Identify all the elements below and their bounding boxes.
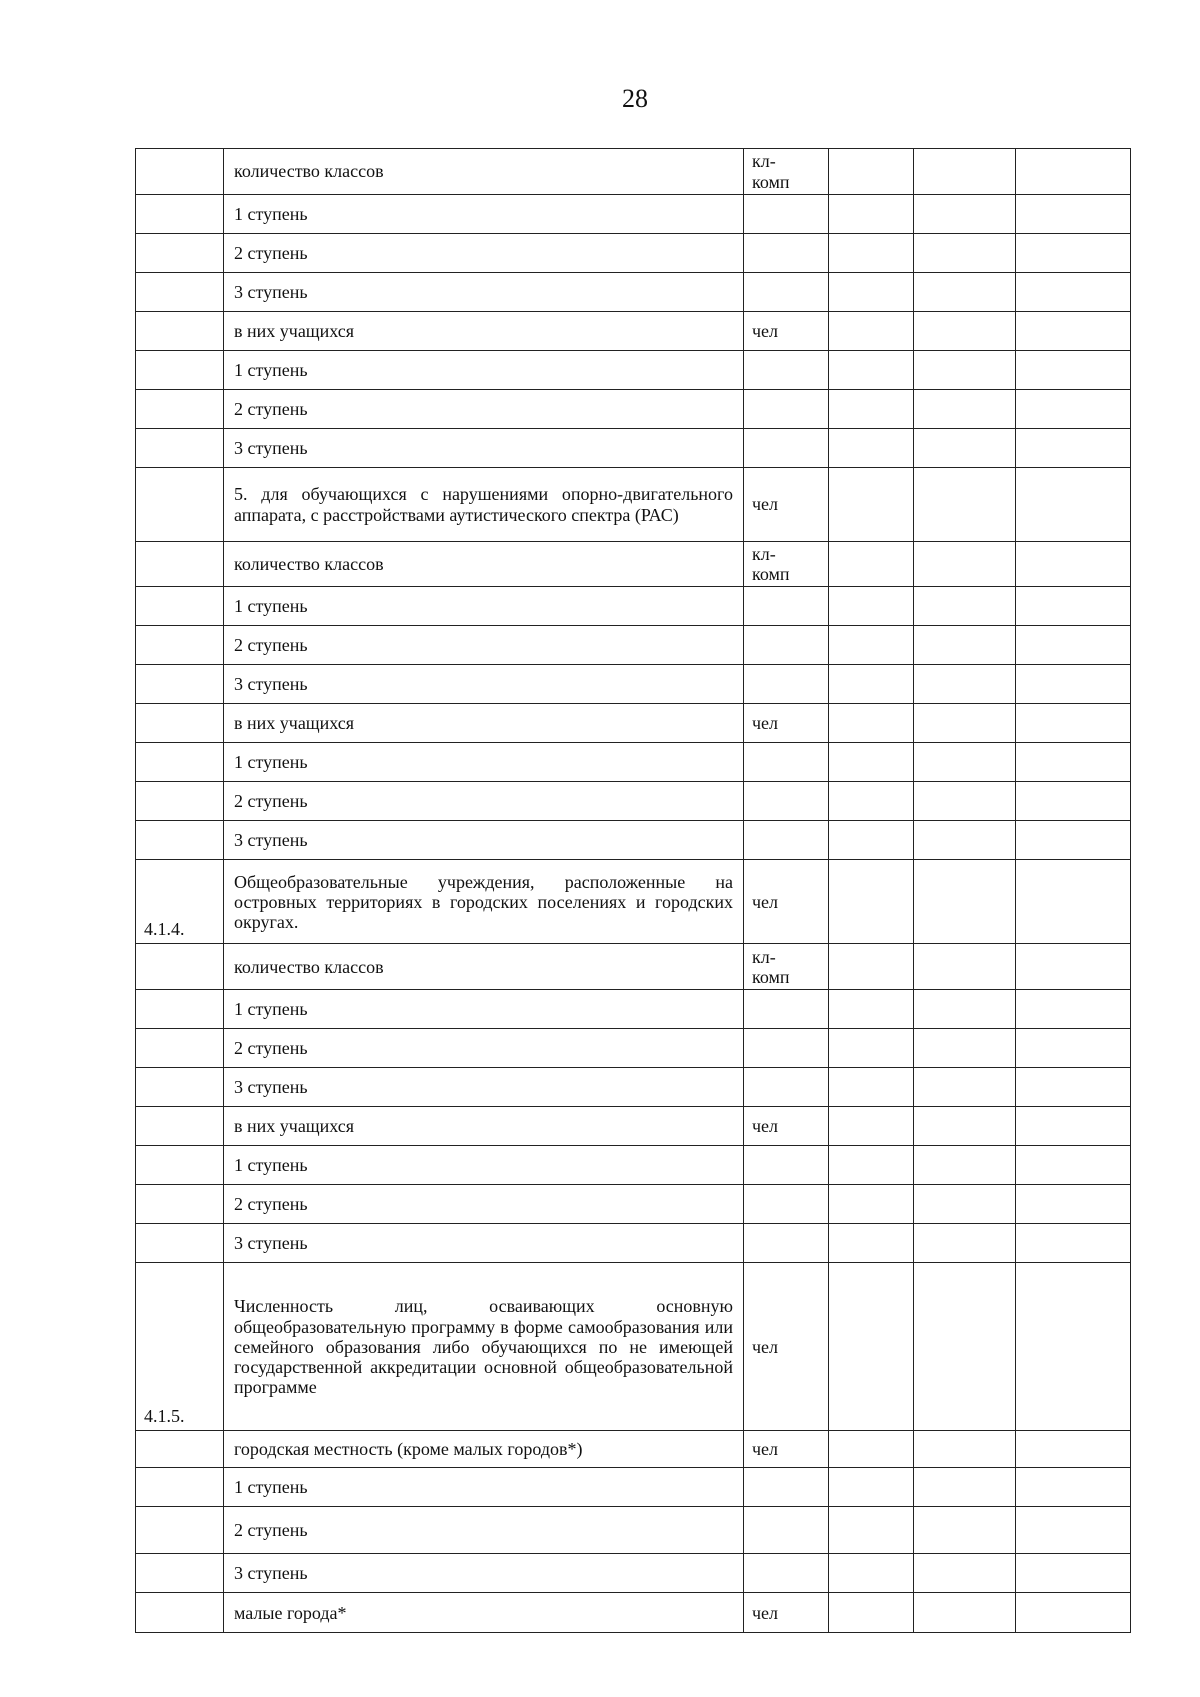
value-cell [1016,234,1131,273]
value-cell [914,1593,1016,1633]
value-cell [1016,1107,1131,1146]
value-cell [914,1507,1016,1554]
table-row [136,704,1131,743]
value-cell [914,1554,1016,1593]
unit-cell: кл- комп [744,542,829,587]
row-number-cell: 4.1.5. [136,1263,224,1431]
value-cell [914,1146,1016,1185]
unit-cell [744,1185,829,1224]
value-cell [1016,273,1131,312]
value-cell [1016,587,1131,626]
value-cell [1016,1263,1131,1431]
row-number-cell [136,1185,224,1224]
value-cell [914,429,1016,468]
indicator-name-cell: количество классов [224,944,744,990]
value-cell [914,860,1016,944]
value-cell [829,1029,914,1068]
value-cell [829,626,914,665]
value-cell [914,704,1016,743]
table-row [136,743,1131,782]
indicator-name-cell: 2 ступень [224,782,744,821]
indicator-name-cell: 2 ступень [224,234,744,273]
table-row [136,195,1131,234]
row-number-cell [136,468,224,542]
unit-cell: чел [744,704,829,743]
indicator-name-cell: в них учащихся [224,704,744,743]
table-row [136,1507,1131,1554]
unit-cell: чел [744,1263,829,1431]
value-cell [914,195,1016,234]
table-row [136,821,1131,860]
value-cell [1016,195,1131,234]
value-cell [829,704,914,743]
table-row [136,468,1131,542]
unit-cell [744,1146,829,1185]
value-cell [914,990,1016,1029]
unit-cell [744,1468,829,1507]
row-number-cell [136,273,224,312]
value-cell [1016,860,1131,944]
row-number-cell [136,1029,224,1068]
unit-cell: кл- комп [744,944,829,990]
unit-cell [744,587,829,626]
indicator-name-cell: 3 ступень [224,665,744,704]
value-cell [1016,1029,1131,1068]
value-cell [829,1146,914,1185]
row-number-cell [136,542,224,587]
value-cell [914,1068,1016,1107]
table-row [136,1224,1131,1263]
value-cell [1016,1068,1131,1107]
table-body [136,149,1131,1633]
value-cell [914,782,1016,821]
indicator-name-cell: 2 ступень [224,390,744,429]
row-number-cell [136,990,224,1029]
value-cell [1016,1554,1131,1593]
value-cell [914,587,1016,626]
table-row [136,1107,1131,1146]
row-number-cell [136,390,224,429]
indicator-name-cell: малые города* [224,1593,744,1633]
value-cell [829,944,914,990]
value-cell [829,234,914,273]
value-cell [914,1468,1016,1507]
row-number-cell [136,782,224,821]
unit-cell [744,821,829,860]
value-cell [914,1185,1016,1224]
unit-cell [744,665,829,704]
value-cell [1016,351,1131,390]
value-cell [914,665,1016,704]
table-row [136,429,1131,468]
unit-cell [744,743,829,782]
indicator-name-cell: 3 ступень [224,429,744,468]
unit-cell [744,782,829,821]
value-cell [1016,429,1131,468]
table-row [136,944,1131,990]
indicator-name-cell: Численность лиц, осваивающих основную общеобразовательную программу в форме самообразования или семейного образования либо обучающихся по не имеющей государственной аккредитации основной общеобразовательной программе [224,1263,744,1431]
row-number-cell [136,1107,224,1146]
unit-cell: чел [744,1107,829,1146]
value-cell [1016,149,1131,195]
row-number-cell [136,821,224,860]
table-row [136,273,1131,312]
row-number-cell [136,1507,224,1554]
value-cell [1016,1468,1131,1507]
value-cell [914,542,1016,587]
row-number-cell [136,587,224,626]
indicator-name-cell: количество классов [224,149,744,195]
table-row [136,1554,1131,1593]
unit-cell [744,273,829,312]
value-cell [829,587,914,626]
table-row [136,234,1131,273]
table-row [136,1146,1131,1185]
value-cell [1016,468,1131,542]
value-cell [1016,1593,1131,1633]
row-number-cell [136,626,224,665]
value-cell [914,1029,1016,1068]
value-cell [1016,626,1131,665]
value-cell [1016,782,1131,821]
value-cell [914,468,1016,542]
value-cell [829,1263,914,1431]
row-number-cell [136,704,224,743]
value-cell [829,1593,914,1633]
value-cell [914,273,1016,312]
value-cell [1016,1224,1131,1263]
unit-cell [744,234,829,273]
indicator-name-cell: 2 ступень [224,626,744,665]
indicator-name-cell: Общеобразовательные учреждения, расположенные на островных территориях в городских поселениях и городских округах. [224,860,744,944]
row-number-cell [136,665,224,704]
value-cell [914,1431,1016,1468]
row-number-cell [136,429,224,468]
value-cell [1016,312,1131,351]
value-cell [1016,1185,1131,1224]
unit-cell [744,1068,829,1107]
unit-cell [744,1507,829,1554]
unit-cell [744,351,829,390]
indicator-name-cell: 2 ступень [224,1029,744,1068]
value-cell [1016,821,1131,860]
unit-cell: чел [744,312,829,351]
value-cell [829,149,914,195]
value-cell [914,390,1016,429]
value-cell [914,743,1016,782]
value-cell [1016,990,1131,1029]
value-cell [914,1224,1016,1263]
table-row [136,782,1131,821]
unit-cell [744,626,829,665]
row-number-cell [136,234,224,273]
unit-cell [744,195,829,234]
value-cell [914,944,1016,990]
unit-cell [744,1029,829,1068]
table-row [136,1029,1131,1068]
table-row [136,390,1131,429]
value-cell [829,821,914,860]
value-cell [829,1431,914,1468]
indicator-name-cell: 1 ступень [224,587,744,626]
row-number-cell [136,312,224,351]
row-number-cell [136,1468,224,1507]
value-cell [1016,1146,1131,1185]
value-cell [829,1185,914,1224]
table-row [136,351,1131,390]
table-row [136,1593,1131,1633]
indicator-name-cell: 3 ступень [224,1068,744,1107]
table-row [136,587,1131,626]
row-number-cell [136,743,224,782]
unit-cell: чел [744,1431,829,1468]
row-number-cell [136,351,224,390]
table-row [136,312,1131,351]
value-cell [829,468,914,542]
indicator-name-cell: 1 ступень [224,351,744,390]
value-cell [829,351,914,390]
unit-cell [744,990,829,1029]
indicator-name-cell: 2 ступень [224,1507,744,1554]
value-cell [914,351,1016,390]
value-cell [829,860,914,944]
value-cell [914,234,1016,273]
value-cell [914,1263,1016,1431]
row-number-cell [136,1593,224,1633]
value-cell [829,1068,914,1107]
value-cell [829,665,914,704]
indicator-name-cell: в них учащихся [224,1107,744,1146]
row-number-cell [136,1146,224,1185]
value-cell [829,312,914,351]
value-cell [829,1224,914,1263]
value-cell [829,542,914,587]
value-cell [1016,743,1131,782]
value-cell [829,429,914,468]
value-cell [829,1107,914,1146]
indicator-name-cell: количество классов [224,542,744,587]
value-cell [1016,704,1131,743]
value-cell [829,1468,914,1507]
page-number: 28 [622,84,648,113]
indicator-name-cell: 1 ступень [224,743,744,782]
table-row [136,990,1131,1029]
table-row [136,1468,1131,1507]
indicator-name-cell: 1 ступень [224,1146,744,1185]
row-number-cell [136,149,224,195]
table-row [136,1431,1131,1468]
indicator-name-cell: 3 ступень [224,1554,744,1593]
indicator-name-cell: 1 ступень [224,990,744,1029]
value-cell [829,1554,914,1593]
value-cell [829,782,914,821]
table-row [136,665,1131,704]
value-cell [1016,1507,1131,1554]
table-row [136,1263,1131,1431]
value-cell [829,273,914,312]
unit-cell [744,429,829,468]
value-cell [1016,390,1131,429]
unit-cell: чел [744,468,829,542]
indicator-name-cell: 5. для обучающихся с нарушениями опорно-двигательного аппарата, с расстройствами аутистического спектра (РАС) [224,468,744,542]
table-row [136,626,1131,665]
indicator-name-cell: 1 ступень [224,195,744,234]
indicator-name-cell: 3 ступень [224,1224,744,1263]
row-number-cell [136,1068,224,1107]
indicator-name-cell: в них учащихся [224,312,744,351]
table-row [136,542,1131,587]
value-cell [829,1507,914,1554]
value-cell [914,626,1016,665]
unit-cell [744,1554,829,1593]
value-cell [1016,665,1131,704]
value-cell [829,743,914,782]
value-cell [829,390,914,429]
unit-cell: чел [744,1593,829,1633]
indicator-name-cell: 3 ступень [224,821,744,860]
value-cell [1016,542,1131,587]
unit-cell: кл- комп [744,149,829,195]
indicator-name-cell: 1 ступень [224,1468,744,1507]
row-number-cell [136,1224,224,1263]
value-cell [829,990,914,1029]
indicator-name-cell: 3 ступень [224,273,744,312]
row-number-cell [136,1554,224,1593]
value-cell [1016,1431,1131,1468]
value-cell [914,1107,1016,1146]
indicator-name-cell: городская местность (кроме малых городов*) [224,1431,744,1468]
row-number-cell [136,1431,224,1468]
table-row [136,149,1131,195]
statistics-table [135,148,1131,1633]
unit-cell: чел [744,860,829,944]
row-number-cell [136,944,224,990]
unit-cell [744,390,829,429]
unit-cell [744,1224,829,1263]
value-cell [914,821,1016,860]
row-number-cell [136,195,224,234]
value-cell [829,195,914,234]
value-cell [914,149,1016,195]
value-cell [914,312,1016,351]
value-cell [1016,944,1131,990]
table-row [136,1068,1131,1107]
indicator-name-cell: 2 ступень [224,1185,744,1224]
table-row [136,1185,1131,1224]
row-number-cell: 4.1.4. [136,860,224,944]
table-row [136,860,1131,944]
